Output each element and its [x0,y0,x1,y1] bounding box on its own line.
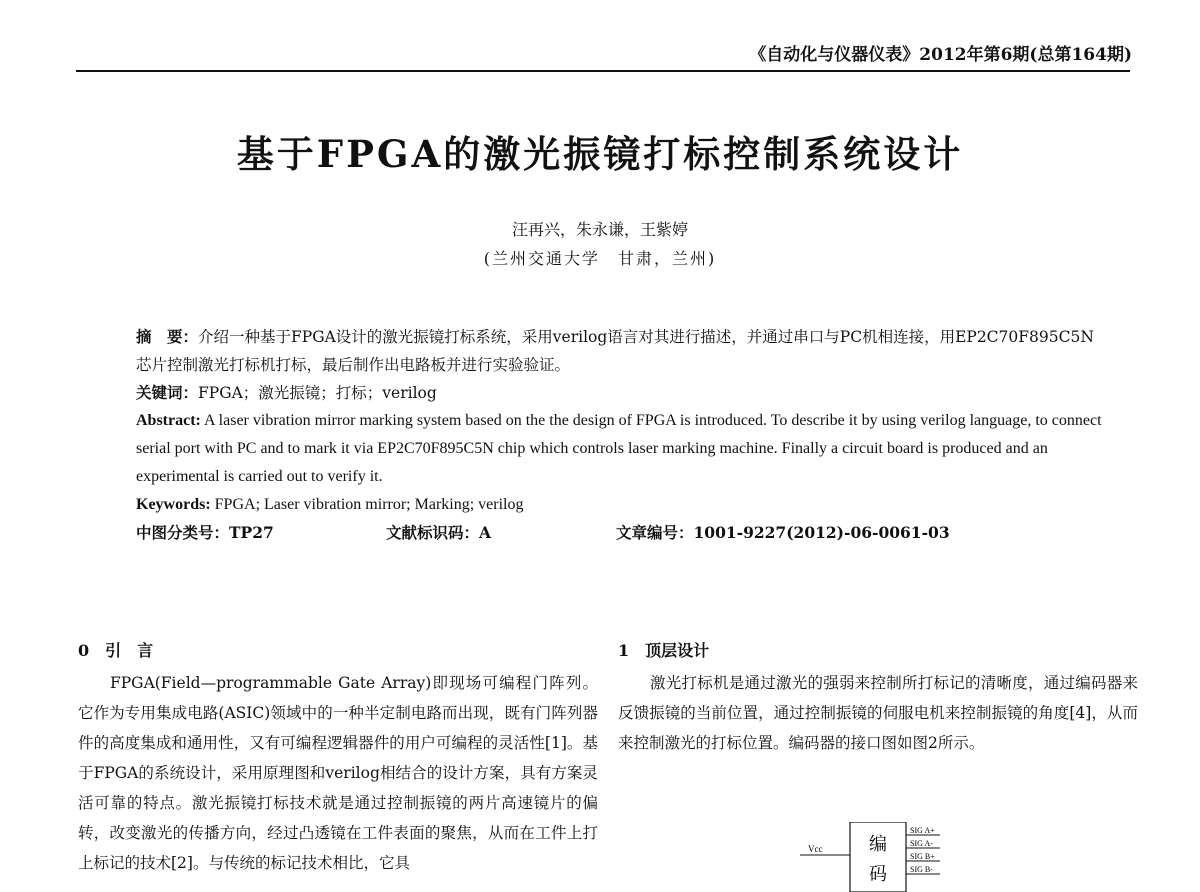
keywords-en-label: Keywords: [136,496,211,513]
encoder-char-1: 编 [869,834,887,855]
section-1-text: 激光打标机是通过激光的强弱来控制所打标记的清晰度，通过编码器来反馈振镜的当前位置，通过控制振镜的伺服电机来控制振镜的角度[4]，从而来控制激光的打标位置。编码器的接口图如图2所示。 [618,674,1138,752]
section-0-text: FPGA(Field—programmable Gate Array)即现场可编程门阵列。它作为专用集成电路(ASIC)领域中的一种半定制电路而出现，既有门阵列器件的高度集成和通用性，又有可编程逻辑器件的用户可编程的灵活性[1]。基于FPGA的系统设计，采用原理图和verilog相结合的设计方案，具有方案灵活可靠的特点。激光振镜打标技术就是通过控制振镜的两片高速镜片的偏转，改变激光的传播方向，经过凸透镜在工件表面的聚焦，从而在工件上打上标记的技术[2]。与传统的标记技术相比，它具 [78,674,598,872]
abstract-en [96,407,1104,491]
document-code: 文献标识码：A [386,523,492,542]
section-0-heading: 0 引 言 [78,641,154,660]
encoder-char-2: 码 [869,864,887,885]
abstract-cn [96,323,1104,379]
keywords-en-text: FPGA; Laser vibration mirror; Marking; verilog [210,496,524,513]
classification-row [96,519,1104,547]
abstract-cn-label: 摘 要： [136,327,199,346]
keywords-cn-label: 关键词： [136,383,199,402]
abstract-en-text: A laser vibration mirror marking system based on the the design of FPGA is introduced. To describe it by using verilog language, to connect serial port with PC and to mark it via EP2C70F895C5N chip which controls laser marking machine. Finally a circuit board is produced and an experimental is carried out to verify it. [136,412,1102,485]
keywords-en [96,491,1104,519]
encoder-interface-figure [790,822,990,892]
authors: 汪再兴，朱永谦，王紫婷 [511,220,688,239]
section-1-heading: 1 顶层设计 [618,641,710,660]
signal-label: SIG B+ [910,852,935,861]
signal-label: SIG A- [910,839,933,848]
abstract-cn-text: 介绍一种基于FPGA设计的激光振镜打标系统，采用verilog语言对其进行描述，并通过串口与PC机相连接，用EP2C70F895C5N芯片控制激光打标机打标，最后制作出电路板并进行实验验证。 [136,328,1094,374]
signal-label: SIG A+ [910,826,935,835]
affiliation: (兰州交通大学 甘肃，兰州) [483,249,717,268]
article-number: 文章编号：1001-9227(2012)-06-0061-03 [616,523,950,542]
paper-title: 基于FPGA的激光振镜打标控制系统设计 [236,132,964,176]
abstract-block [96,323,1104,547]
header-rule [76,70,1130,72]
clc-number: 中图分类号：TP27 [136,523,274,542]
signal-label: SIG B- [910,865,933,874]
right-column [618,636,1138,758]
vcc-label: Vcc [808,844,823,854]
keywords-cn-text: FPGA；激光振镜；打标；verilog [198,384,437,402]
abstract-en-label: Abstract: [136,412,201,429]
left-column [78,636,598,878]
journal-header: 《自动化与仪器仪表》2012年第6期(总第164期) [749,45,1132,65]
keywords-cn [96,379,1104,407]
